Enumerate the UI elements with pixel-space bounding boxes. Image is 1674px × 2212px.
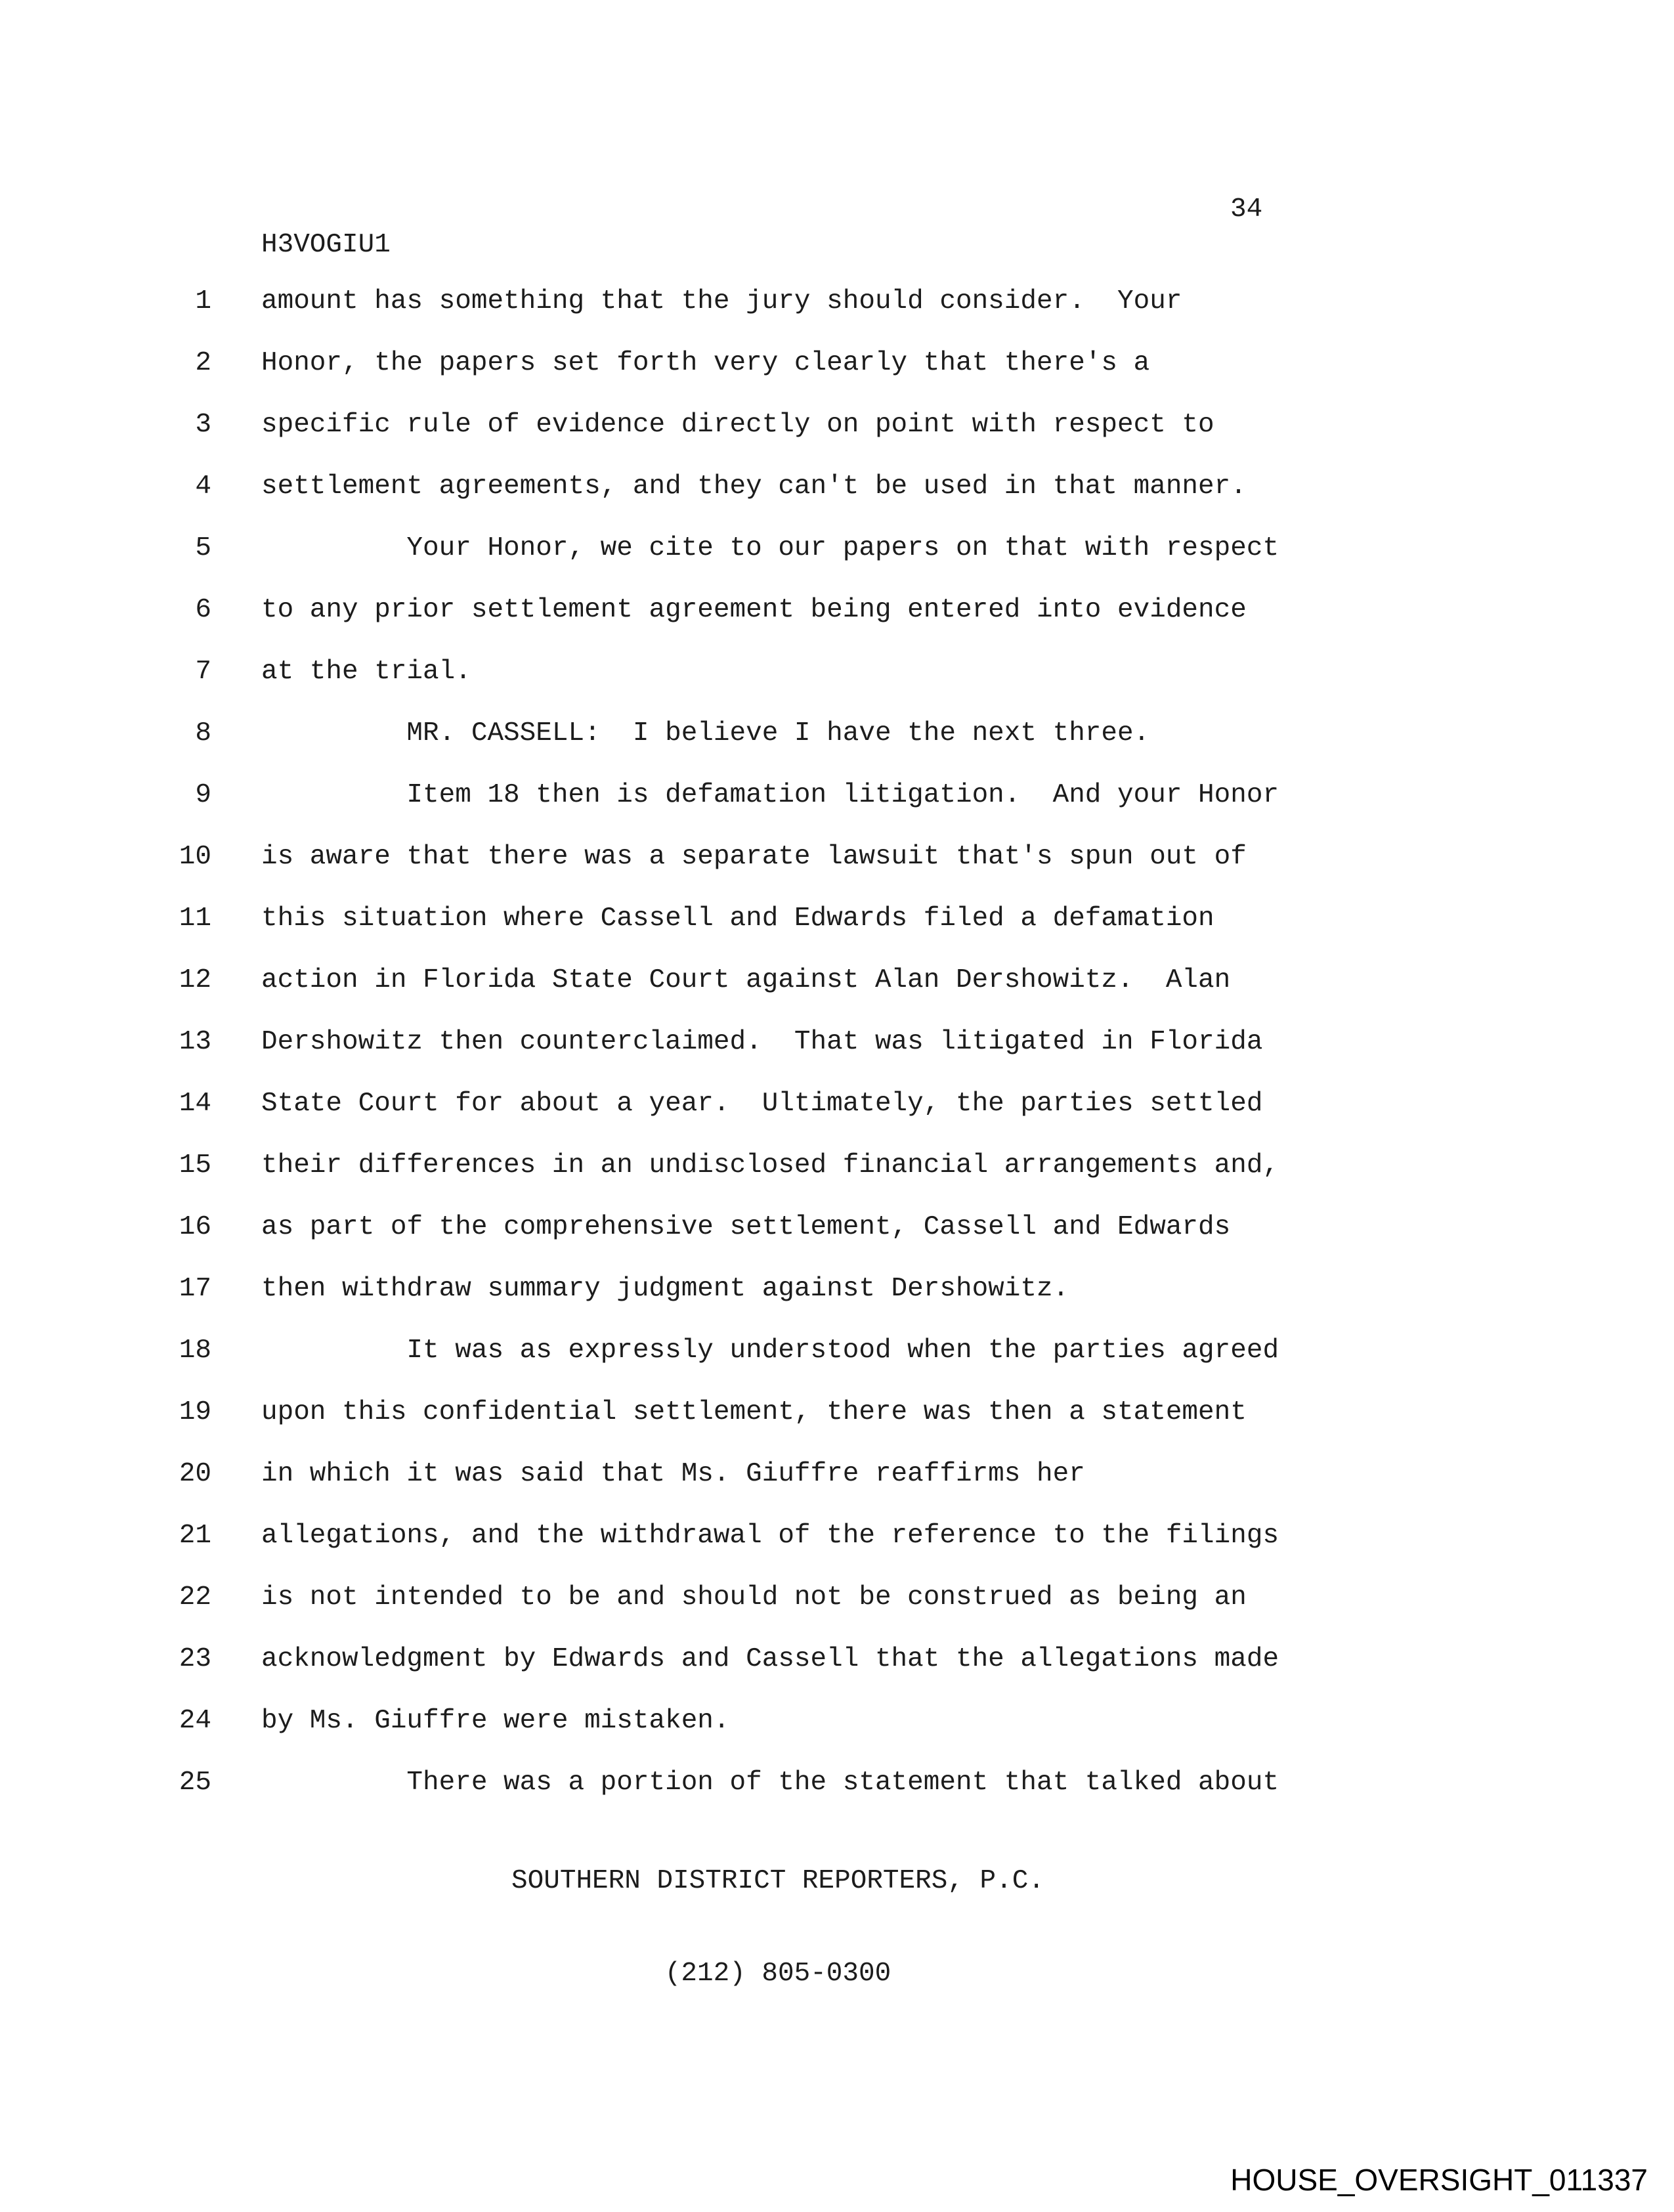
transcript-line	[0, 456, 1674, 517]
line-number: 17	[179, 1274, 211, 1304]
transcript-line	[0, 1690, 1674, 1752]
line-number: 8	[195, 718, 211, 748]
transcript-line	[0, 517, 1674, 579]
transcript-line	[0, 764, 1674, 826]
line-text: Your Honor, we cite to our papers on that with respect	[261, 533, 1279, 563]
line-text: in which it was said that Ms. Giuffre reaffirms her	[261, 1459, 1085, 1489]
transcript-line	[0, 1011, 1674, 1073]
transcript-line	[0, 641, 1674, 703]
line-number: 3	[195, 410, 211, 440]
line-text: this situation where Cassell and Edwards filed a defamation	[261, 903, 1214, 934]
line-text: MR. CASSELL: I believe I have the next three.	[261, 718, 1150, 748]
line-text: Item 18 then is defamation litigation. And your Honor	[261, 780, 1279, 810]
line-number: 9	[195, 780, 211, 810]
line-number: 19	[179, 1397, 211, 1427]
transcript-line	[0, 1135, 1674, 1196]
line-text: by Ms. Giuffre were mistaken.	[261, 1706, 730, 1736]
line-number: 25	[179, 1767, 211, 1798]
transcript-line	[0, 949, 1674, 1011]
line-number: 2	[195, 348, 211, 378]
transcript-line	[0, 1073, 1674, 1135]
line-number: 11	[179, 903, 211, 934]
transcript-id: H3VOGIU1	[261, 230, 391, 260]
line-number: 14	[179, 1089, 211, 1119]
transcript-line	[0, 1320, 1674, 1381]
transcript-line	[0, 394, 1674, 456]
bates-stamp: HOUSE_OVERSIGHT_011337	[1230, 2163, 1648, 2197]
transcript-line	[0, 1628, 1674, 1690]
transcript-line	[0, 703, 1674, 764]
transcript-line	[0, 579, 1674, 641]
line-text: specific rule of evidence directly on point with respect to	[261, 410, 1214, 440]
line-text: Dershowitz then counterclaimed. That was litigated in Florida	[261, 1027, 1263, 1057]
line-text: There was a portion of the statement that talked about	[261, 1767, 1279, 1798]
line-number: 16	[179, 1212, 211, 1242]
line-number: 7	[195, 657, 211, 687]
footer-firm-name: SOUTHERN DISTRICT REPORTERS, P.C.	[511, 1866, 1044, 1896]
transcript-line	[0, 1567, 1674, 1628]
line-number: 15	[179, 1150, 211, 1181]
line-text: It was as expressly understood when the parties agreed	[261, 1335, 1279, 1366]
line-text: amount has something that the jury should consider. Your	[261, 286, 1182, 316]
transcript-line	[0, 1196, 1674, 1258]
line-text: action in Florida State Court against Alan Dershowitz. Alan	[261, 965, 1231, 995]
line-number: 10	[179, 842, 211, 872]
line-number: 18	[179, 1335, 211, 1366]
transcript-line	[0, 271, 1674, 332]
page-number: 34	[1230, 194, 1263, 225]
line-text: as part of the comprehensive settlement, Cassell and Edwards	[261, 1212, 1231, 1242]
line-number: 20	[179, 1459, 211, 1489]
line-number: 5	[195, 533, 211, 563]
line-text: then withdraw summary judgment against Dershowitz.	[261, 1274, 1069, 1304]
line-text: to any prior settlement agreement being entered into evidence	[261, 595, 1247, 625]
transcript-body	[0, 271, 1674, 1813]
line-text: allegations, and the withdrawal of the reference to the filings	[261, 1521, 1279, 1551]
line-number: 1	[195, 286, 211, 316]
line-number: 23	[179, 1644, 211, 1674]
line-text: is aware that there was a separate lawsuit that's spun out of	[261, 842, 1247, 872]
line-number: 4	[195, 471, 211, 502]
line-number: 22	[179, 1582, 211, 1613]
line-text: settlement agreements, and they can't be used in that manner.	[261, 471, 1247, 502]
transcript-line	[0, 1505, 1674, 1567]
transcript-line	[0, 332, 1674, 394]
line-text: State Court for about a year. Ultimately, the parties settled	[261, 1089, 1263, 1119]
line-text: their differences in an undisclosed financial arrangements and,	[261, 1150, 1279, 1181]
line-text: is not intended to be and should not be construed as being an	[261, 1582, 1247, 1613]
line-text: upon this confidential settlement, there was then a statement	[261, 1397, 1247, 1427]
line-number: 21	[179, 1521, 211, 1551]
transcript-line	[0, 1258, 1674, 1320]
line-number: 13	[179, 1027, 211, 1057]
line-number: 24	[179, 1706, 211, 1736]
line-text: Honor, the papers set forth very clearly that there's a	[261, 348, 1150, 378]
line-text: at the trial.	[261, 657, 471, 687]
line-number: 12	[179, 965, 211, 995]
reporter-footer	[263, 1804, 1293, 2051]
transcript-line	[0, 1381, 1674, 1443]
line-number: 6	[195, 595, 211, 625]
transcript-line	[0, 1443, 1674, 1505]
footer-phone: (212) 805-0300	[664, 1959, 891, 1989]
transcript-line	[0, 888, 1674, 949]
line-text: acknowledgment by Edwards and Cassell that the allegations made	[261, 1644, 1279, 1674]
transcript-line	[0, 826, 1674, 888]
